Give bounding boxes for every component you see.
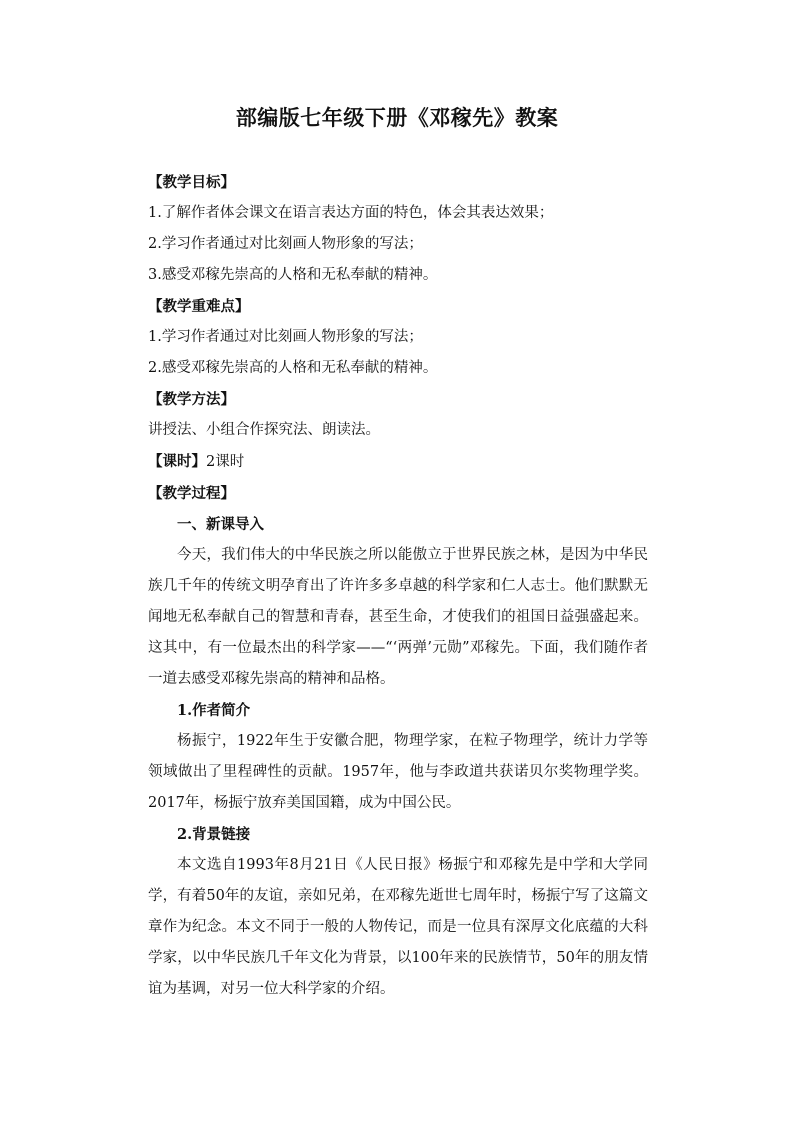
document-body xyxy=(148,167,648,1005)
background-heading: 2.背景链接 xyxy=(177,826,251,843)
intro-heading: 一、新课导入 xyxy=(177,516,264,533)
methods-text: 讲授法、小组合作探究法、朗读法。 xyxy=(148,422,380,438)
goal-item: 1.了解作者体会课文在语言表达方面的特色，体会其表达效果； xyxy=(148,205,554,221)
keypoints-heading: 【教学重难点】 xyxy=(148,298,250,315)
methods-heading: 【教学方法】 xyxy=(148,391,235,408)
hours-line xyxy=(148,446,648,478)
intro-paragraph: 今天，我们伟大的中华民族之所以能傲立于世界民族之林，是因为中华民族几千年的传统文明孕育出了许许多多卓越的科学家和仁人志士。他们默默无闻地无私奉献自己的智慧和青春，甚至生命，才使我们的祖国日益强盛起来。这其中，有一位最杰出的科学家——“‘两弹’元勋”邓稼先。下面，我们随作者一道去感受邓稼先崇高的精神和品格。 xyxy=(148,547,648,687)
goals-heading: 【教学目标】 xyxy=(148,174,235,191)
author-heading: 1.作者简介 xyxy=(177,702,251,719)
keypoint-item: 2.感受邓稼先崇高的人格和无私奉献的精神。 xyxy=(148,360,438,376)
goal-item: 3.感受邓稼先崇高的人格和无私奉献的精神。 xyxy=(148,267,438,283)
keypoint-item: 1.学习作者通过对比刻画人物形象的写法； xyxy=(148,329,423,345)
process-heading: 【教学过程】 xyxy=(148,485,235,502)
goal-item: 2.学习作者通过对比刻画人物形象的写法； xyxy=(148,236,423,252)
hours-value: 2课时 xyxy=(206,454,245,470)
document-title: 部编版七年级下册《邓稼先》教案 xyxy=(235,105,559,130)
hours-label: 【课时】 xyxy=(148,453,206,470)
background-paragraph: 本文选自1993年8月21日《人民日报》杨振宁和邓稼先是中学和大学同学，有着50年的友谊，亲如兄弟，在邓稼先逝世七周年时，杨振宁写了这篇文章作为纪念。本文不同于一般的人物传记，而是一位具有深厚文化底蕴的大科学家，以中华民族几千年文化为背景，以100年来的民族情节，50年的朋友情谊为基调，对另一位大科学家的介绍。 xyxy=(148,857,648,997)
author-paragraph: 杨振宁，1922年生于安徽合肥，物理学家，在粒子物理学，统计力学等领域做出了里程碑性的贡献。1957年，他与李政道共获诺贝尔奖物理学奖。2017年，杨振宁放弃美国国籍，成为中国公民。 xyxy=(148,733,648,811)
